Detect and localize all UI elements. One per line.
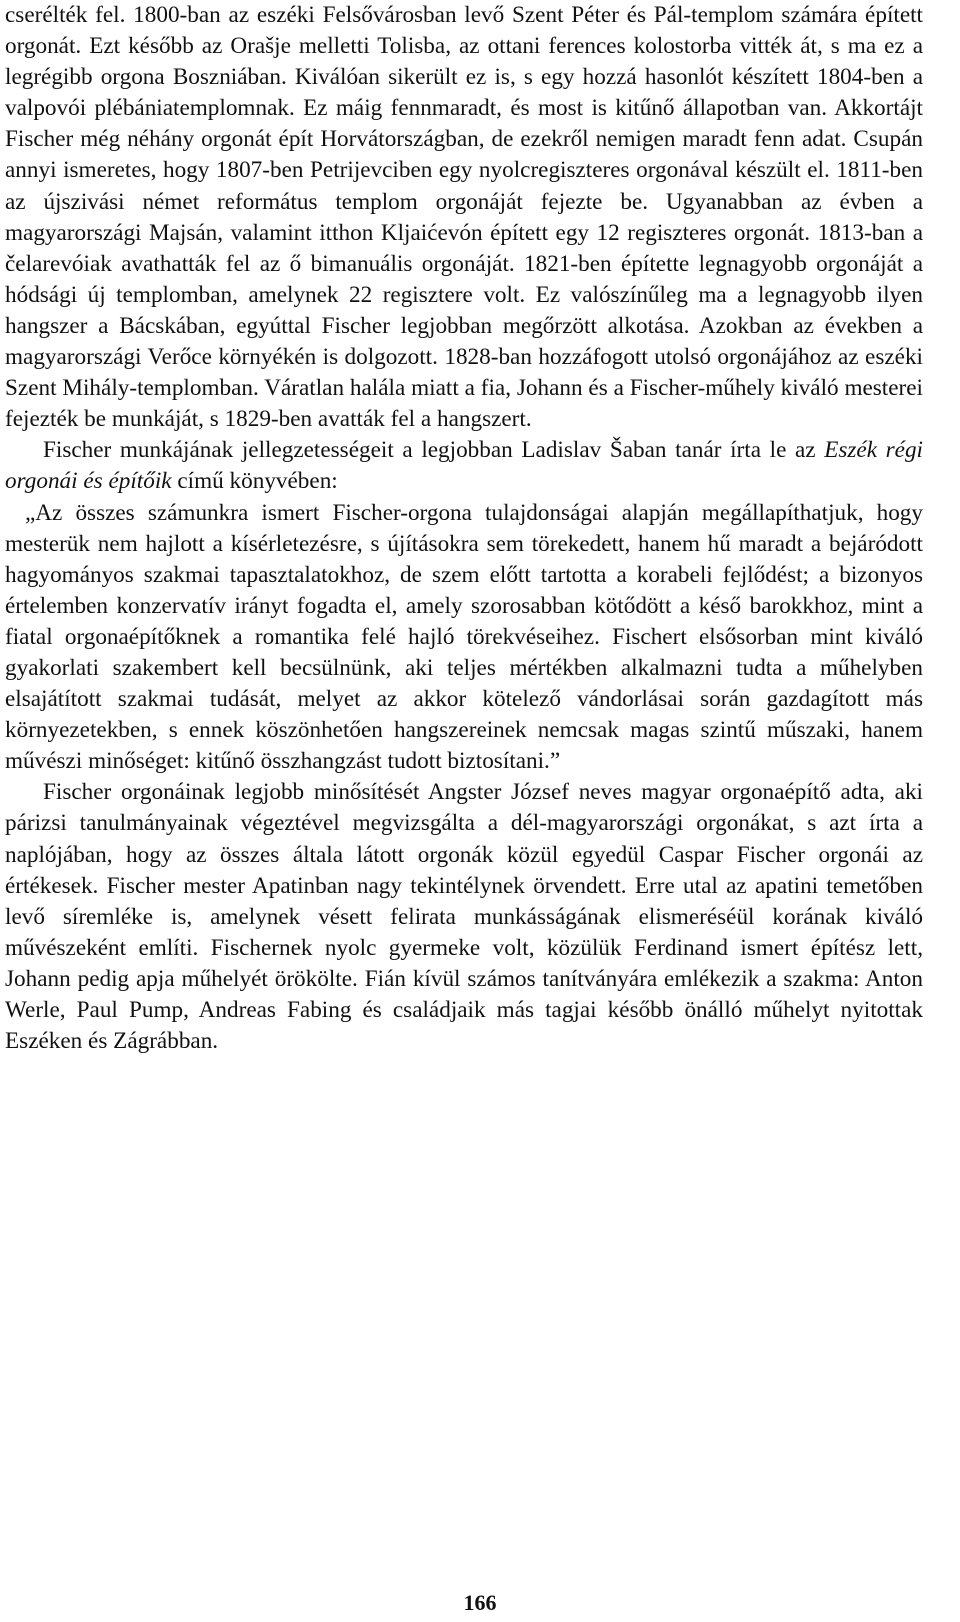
paragraph-saban-intro-text: Fischer munkájának jellegzetességeit a legjobban Ladislav Šaban tanár írta le az [43, 437, 825, 464]
quotation-block: „Az összes számunkra ismert Fischer-orgona tulajdonságai alapján megállapíthatjuk, hogy mesterük nem hajlott a kísérletezésre, s újításokra sem törekedett, hanem hű maradt a bejáródott hagyományos szakmai tapasztalatokhoz, de szem előtt tartotta a korabeli fejlődést; a bizonyos értelemben konzervatív irányt fogadta el, amely szorosabban kötődött a késő barokkhoz, mint a fiatal orgonaépítőknek a romantika felé hajló törekvéseihez. Fischert elsősorban mint kiváló gyakorlati szakembert kell becsülnünk, aki teljes mértékben alkalmazni tudta a műhelyben elsajátított szakmai tudását, melyet az akkor kötelező vándorlásai során gazdagított más környezetekben, s ennek köszönhetően hangszereinek nemcsak magas szintű műszaki, hanem művészi minőséget: kitűnő összhangzást tudott biztosítani.” [5, 499, 923, 775]
paragraph-saban-intro-end: című könyvében: [171, 468, 338, 495]
book-title: Eszék régi orgonái és építőik [5, 437, 923, 495]
paragraph-angster-evaluation: Fischer orgonáinak legjobb minősítését Angster József neves magyar orgonaépítő adta, aki párizsi tanulmányainak végeztével megvizsgálta a dél-magyarországi orgonákat, s azt írta a naplójában, hogy az összes általa látott orgonák közül egyedül Caspar Fischer orgonái az értékesek. Fischer mester Apatinban nagy tekintélynek örvendett. Erre utal az apatini temetőben levő síremléke is, amelynek vésett felirata munkásságának elismeréséül korának kiváló művészeként említi. Fischernek nyolc gyermeke volt, közülük Ferdinand ismert építész lett, Johann pedig apja műhelyét örökölte. Fián kívül számos tanítványára emlékezik a szakma: Anton Werle, Paul Pump, Andreas Fabing és családjaik más tagjai később önálló műhelyt nyitottak Eszéken és Zágrábban. [5, 779, 923, 1055]
page-number: 166 [463, 1590, 497, 1615]
paragraph-organ-history: cserélték fel. 1800-ban az eszéki Felsővárosban levő Szent Péter és Pál-templom számára épített orgonát. Ezt később az Orašje melletti Tolisba, az ottani ferences kolostorba vitték át, s ma ez a legrégibb orgona Boszniában. Kiválóan sikerült ez is, s egy hozzá hasonlót készített 1804-ben a valpovói plébániatemplomnak. Ez máig fennmaradt, és most is kitűnő állapotban van. Akkortájt Fischer még néhány orgonát épít Horvátországban, de ezekről nemigen maradt fenn adat. Csupán annyi ismeretes, hogy 1807-ben Petrijevciben egy nyolcregiszteres orgonával készült el. 1811-ben az újszivási német református templom orgonáját fejezte be. Ugyanabban az évben a magyarországi Majsán, valamint itthon Kljaićevón épített egy 12 regiszteres orgonát. 1813-ban a čelarevóiak avathatták fel az ő bimanuális orgonáját. 1821-ben építette legnagyobb orgonáját a hódsági új templomban, amelynek 22 regisztere volt. Ez valószínűleg ma a legnagyobb ilyen hangszer a Bácskában, egyúttal Fischer legjobban megőrzött alkotása. Azokban az években a magyarországi Verőce környékén is dolgozott. 1828-ban hozzáfogott utolsó orgonájához az eszéki Szent Mihály-templomban. Váratlan halála miatt a fia, Johann és a Fischer-műhely kiváló mesterei fejezték be munkáját, s 1829-ben avatták fel a hangszert. [5, 2, 923, 433]
